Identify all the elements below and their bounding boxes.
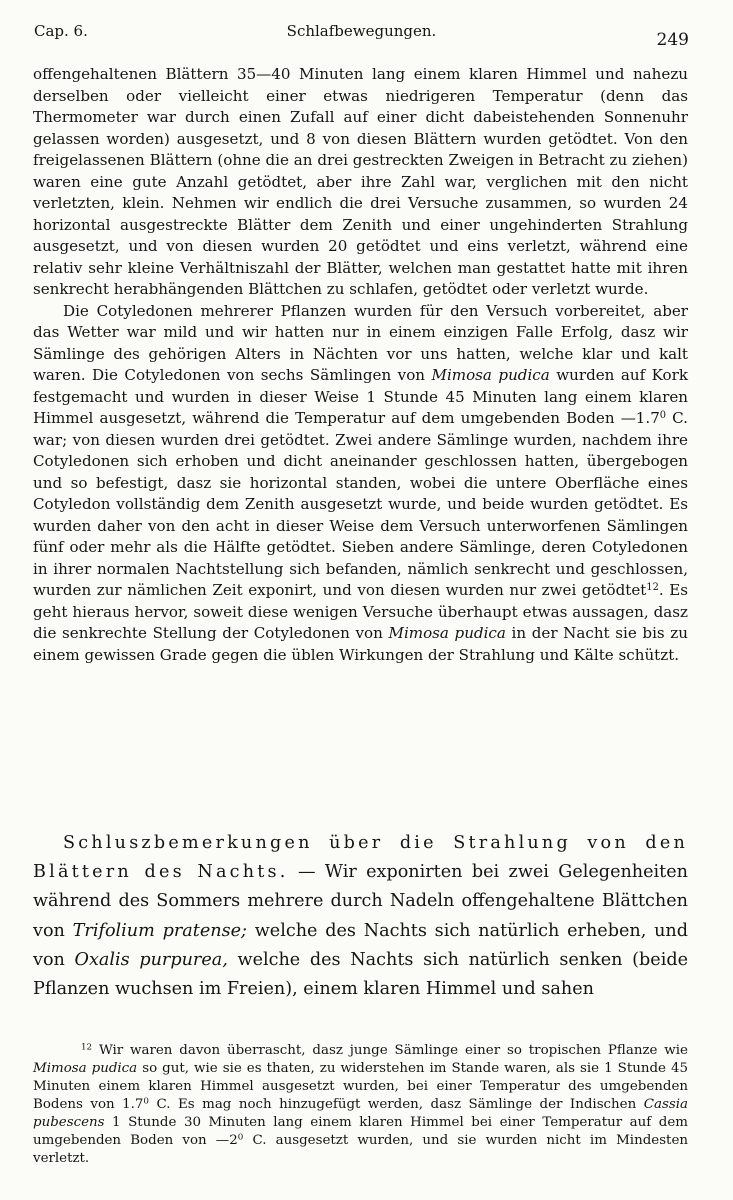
running-header xyxy=(34,20,689,50)
paragraph-2-part-4: . Es geht hieraus hervor, soweit diese wenigen Versuche überhaupt etwas aussagen, dasz die senkrechte Stellung der Cotyledonen von xyxy=(33,581,688,642)
footnote-text-2: so gut, wie sie es thaten, zu widerstehen im Stande waren, als sie 1 Stunde 45 Minuten einem klaren Himmel ausgesetzt wurden, bei einer Temperatur des umgebenden Bodens von 1.7 xyxy=(33,1061,689,1112)
degree-mark: 0 xyxy=(659,410,667,422)
footnote-number: 12 xyxy=(81,1042,93,1053)
chapter-label: Cap. 6. xyxy=(34,22,88,40)
section-heading: Schluszbemerkungen über die Strahlung von den Blättern des Nachts. xyxy=(33,833,688,883)
paragraph-2-part-2: wurden auf Kork festgemacht und wurden in dieser Weise 1 Stunde 45 Minuten lang einem klaren Himmel ausgesetzt, während die Temperatur auf dem umgebenden Boden —1.7 xyxy=(33,366,688,427)
species-name: Mimosa pudica xyxy=(33,1061,138,1076)
paragraph-1: offengehaltenen Blättern 35—40 Minuten lang einem klaren Himmel und nahezu derselben oder vielleicht einer etwas niedrigeren Temperatur (denn das Thermometer war durch einen Zufall auf einer dicht dabeistehenden Sonnenuhr gelassen worden) ausgesetzt, und 8 von diesen Blättern wurden getödtet. Von den freigelassenen Blättern (ohne die an drei gestreckten Zweigen in Betracht zu ziehen) waren eine gute Anzahl getödtet, aber ihre Zahl war, verglichen mit den nicht verletzten, klein. Nehmen wir endlich die drei Versuche zusammen, so wurden 24 horizontal ausgestreckte Blätter dem Zenith und einer ungehinderten Strahlung ausgesetzt, und von diesen wurden 20 getödtet und eins verletzt, während eine relativ sehr kleine Verhältniszahl der Blätter, welchen man gestattet hatte mit ihren senkrecht herabhängenden Blättchen zu schlafen, getödtet oder verletzt wurde. xyxy=(33,65,688,298)
paragraph-2-part-3: C. war; von diesen wurden drei getödtet. Zwei andere Sämlinge wurden, nachdem ihre Cotyledonen sich erhoben und dicht aneinander geschlossen hatten, übergebogen und so befestigt, dasz sie horizontal standen, wobei die untere Oberfläche eines Cotyledon vollständig dem Zenith ausgesetzt wurde, und beide wurden getödtet. Es wurden daher von den acht in dieser Weise dem Versuch unterworfenen Sämlingen fünf oder mehr als die Hälfte getödtet. Sieben andere Sämlinge, deren Cotyledonen in ihrer normalen Nachtstellung sich befanden, nämlich senkrecht und geschlossen, wurden zur nämlichen Zeit exponirt, und von diesen wurden nur zwei getödtet xyxy=(33,409,688,599)
footnote-12 xyxy=(33,1042,688,1168)
paragraph-2-part-1: Die Cotyledonen mehrerer Pflanzen wurden für den Versuch vorbereitet, aber das Wetter war mild und wir hatten nur in einem einzigen Falle Erfolg, dasz wir Sämlinge des gehörigen Alters in Nächten vor uns hatten, welche klar und kalt waren. Die Cotyledonen von sechs Sämlingen von xyxy=(33,301,688,384)
footnote-text-1: Wir waren davon überrascht, dasz junge Sämlinge einer so tropischen Pflanze wie xyxy=(98,1043,688,1058)
paragraph-2-part-5: in der Nacht sie bis zu einem gewissen Grade gegen die üblen Wirkungen der Strahlung und Kälte schützt. xyxy=(33,624,688,664)
section-text-1: — Wir exponirten bei zwei Gelegenheiten während des Sommers mehrere durch Nadeln offengehaltene Blättchen von xyxy=(33,862,688,941)
section-paragraph xyxy=(33,829,688,1004)
section-text-2: welche des Nachts sich natürlich erheben, und von xyxy=(33,920,689,970)
running-title: Schlafbewegungen. xyxy=(286,22,437,40)
footnotes xyxy=(33,1042,688,1168)
footnote-text-3: C. Es mag noch hinzugefügt werden, dasz Sämlinge der Indischen xyxy=(156,1097,637,1112)
paragraph-2 xyxy=(33,301,688,667)
species-name: Cassia pubescens xyxy=(33,1097,688,1130)
section-closing-remarks xyxy=(33,829,688,1004)
footnote-text-5: C. ausgesetzt wurden, und sie wurden nicht im Mindesten verletzt. xyxy=(33,1133,688,1166)
footnote-ref: 12 xyxy=(646,582,659,594)
section-text-3: welche des Nachts sich natürlich senken (beide Pflanzen wuchsen im Freien), einem klaren Himmel und sahen xyxy=(33,949,689,1000)
species-name: Mimosa pudica xyxy=(431,366,550,384)
species-name: Trifolium pratense; xyxy=(72,920,247,941)
species-name: Oxalis purpurea, xyxy=(74,949,228,970)
page-number: 249 xyxy=(656,30,689,50)
species-name: Mimosa pudica xyxy=(388,624,506,642)
main-text xyxy=(33,64,688,666)
degree-mark: 0 xyxy=(143,1096,149,1107)
footnote-text-4: 1 Stunde 30 Minuten lang einem klaren Himmel bei einer Temperatur auf dem umgebenden Boden von —2 xyxy=(33,1115,688,1148)
degree-mark: 0 xyxy=(237,1132,244,1143)
